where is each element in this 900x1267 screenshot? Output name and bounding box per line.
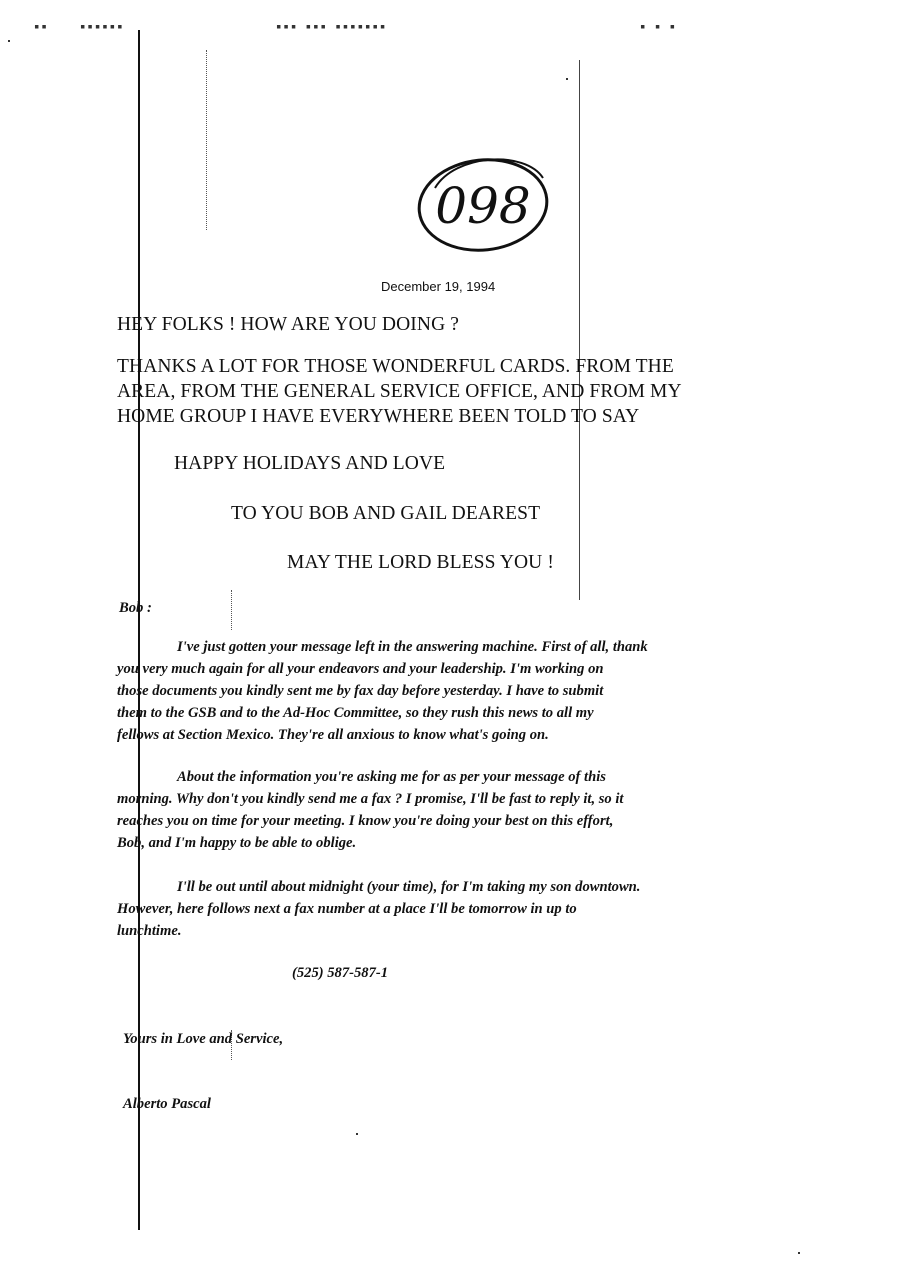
fax-speck xyxy=(566,78,568,80)
paragraph-1-line-2: you very much again for all your endeavors and your leadership. I'm working on xyxy=(117,661,604,677)
wish-line-3: MAY THE LORD BLESS YOU ! xyxy=(287,552,554,573)
paragraph-3-line-1: I'll be out until about midnight (your time), for I'm taking my son downtown. xyxy=(177,879,641,895)
fax-speck xyxy=(356,1133,358,1135)
signature: Alberto Pascal xyxy=(123,1096,211,1112)
fax-speck xyxy=(798,1252,800,1254)
circled-stamp-number xyxy=(415,148,553,258)
fax-scan-line-right xyxy=(579,60,580,600)
paragraph-3-line-2: However, here follows next a fax number at a place I'll be tomorrow in up to xyxy=(117,901,577,917)
wish-line-2: TO YOU BOB AND GAIL DEAREST xyxy=(231,503,541,524)
paragraph-3-line-3: lunchtime. xyxy=(117,923,182,939)
paragraph-1-line-4: them to the GSB and to the Ad-Hoc Committee, so they rush this news to all my xyxy=(117,705,594,721)
wish-line-1: HAPPY HOLIDAYS AND LOVE xyxy=(174,453,446,474)
paragraph-2-line-1: About the information you're asking me for as per your message of this xyxy=(177,769,606,785)
paragraph-2-line-3: reaches you on time for your meeting. I know you're doing your best on this effort, xyxy=(117,813,614,829)
letter-date: December 19, 1994 xyxy=(381,279,496,294)
fax-dotted-line xyxy=(206,50,207,230)
salutation: Bob : xyxy=(119,600,152,616)
paragraph-1-line-5: fellows at Section Mexico. They're all anxious to know what's going on. xyxy=(117,727,549,743)
stamp-number-text: 098 xyxy=(435,177,531,235)
fax-speck xyxy=(8,40,10,42)
greeting-line: HEY FOLKS ! HOW ARE YOU DOING ? xyxy=(117,314,459,335)
fax-dotted-line xyxy=(231,590,232,630)
paragraph-2-line-2: morning. Why don't you kindly send me a fax ? I promise, I'll be fast to reply it, so it xyxy=(117,791,624,807)
fax-number: (525) 587-587-1 xyxy=(292,965,389,981)
paragraph-1-line-3: those documents you kindly sent me by fax day before yesterday. I have to submit xyxy=(117,683,604,699)
thanks-line-1: THANKS A LOT FOR THOSE WONDERFUL CARDS. FROM THE xyxy=(117,356,674,377)
fax-transmission-header: ▪▪ ▪▪▪▪▪▪ ▪▪▪ ▪▪▪ ▪▪▪▪▪▪▪ ▪ ▪ ▪ xyxy=(34,22,678,32)
closing: Yours in Love and Service, xyxy=(123,1031,284,1047)
paragraph-2-line-4: Bob, and I'm happy to be able to oblige. xyxy=(117,835,357,851)
thanks-line-3: HOME GROUP I HAVE EVERYWHERE BEEN TOLD TO SAY xyxy=(117,406,640,427)
thanks-line-2: AREA, FROM THE GENERAL SERVICE OFFICE, AND FROM MY xyxy=(117,381,682,402)
paragraph-1-line-1: I've just gotten your message left in the answering machine. First of all, thank xyxy=(177,639,648,655)
